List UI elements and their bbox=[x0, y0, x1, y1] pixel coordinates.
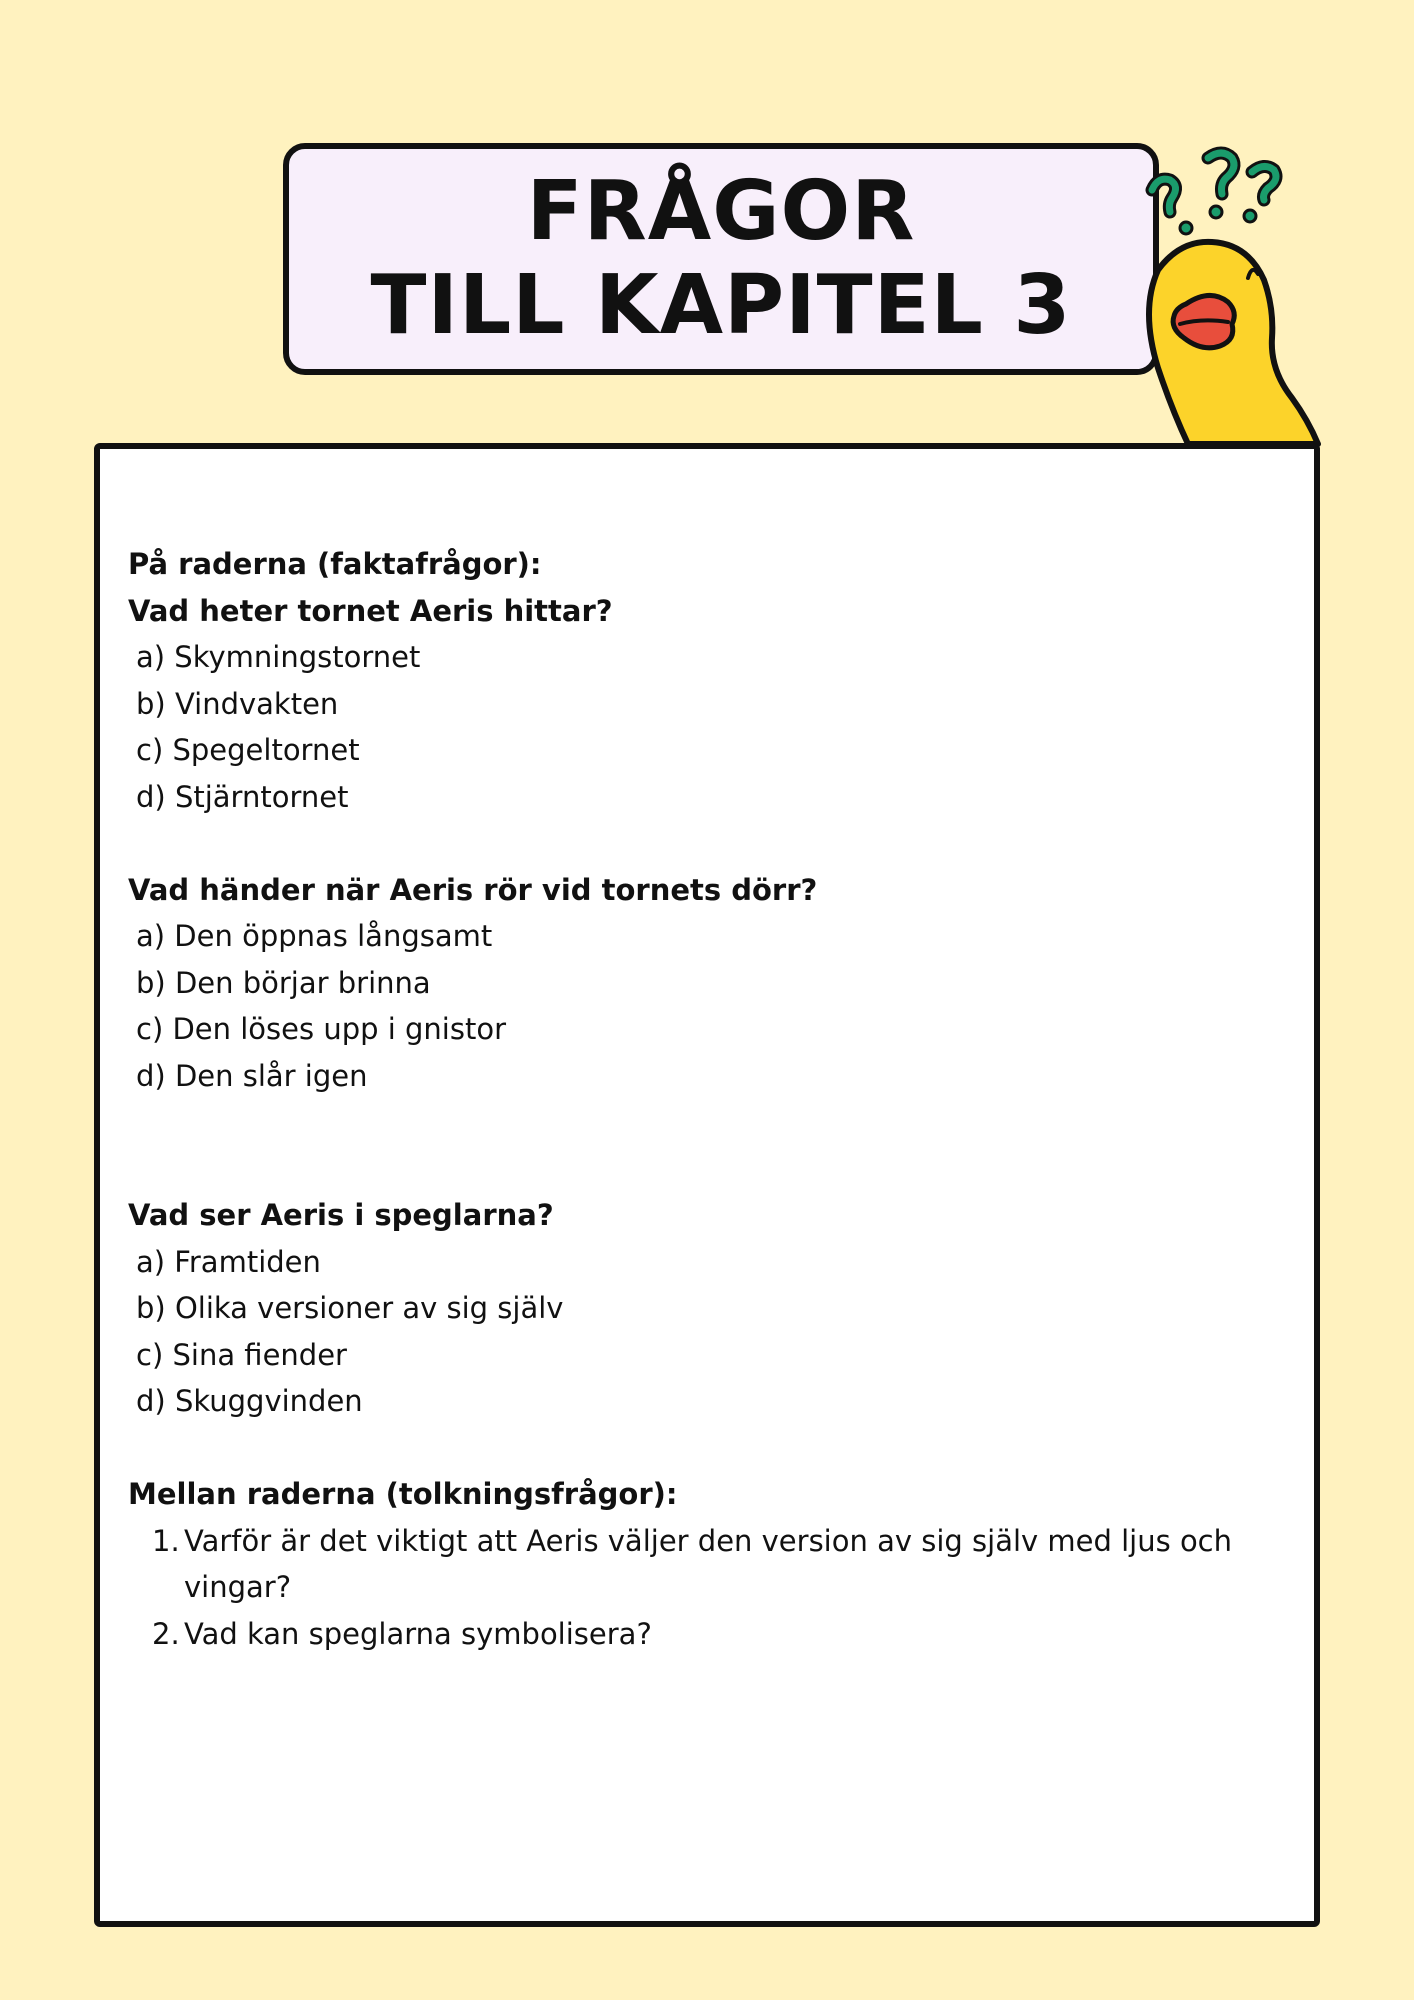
list-number: 1. bbox=[152, 1523, 180, 1558]
option-2d: d) Den slår igen bbox=[136, 1058, 368, 1093]
option-1a: a) Skymningstornet bbox=[136, 640, 421, 674]
option-3c: c) Sina fiender bbox=[136, 1337, 347, 1372]
title-line-2: TILL KAPITEL 3 bbox=[370, 258, 1072, 353]
duck-body bbox=[1149, 242, 1318, 444]
duck-illustration bbox=[1140, 140, 1340, 450]
list-number: 2. bbox=[152, 1616, 180, 1651]
title-box bbox=[283, 143, 1159, 375]
facts-heading: På raderna (faktafrågor): bbox=[128, 547, 542, 581]
question-3: Vad ser Aeris i speglarna? bbox=[128, 1198, 554, 1232]
option-3a: a) Framtiden bbox=[136, 1244, 321, 1279]
question-2: Vad händer när Aeris rör vid tornets dörr? bbox=[128, 872, 818, 907]
list-item bbox=[128, 1611, 1274, 1658]
question-1: Vad heter tornet Aeris hittar? bbox=[128, 593, 613, 628]
interpretation-list bbox=[128, 1518, 1274, 1658]
questions-card bbox=[94, 443, 1320, 1927]
option-2c: c) Den löses upp i gnistor bbox=[136, 1012, 507, 1046]
option-2b: b) Den börjar brinna bbox=[136, 965, 431, 1000]
option-1b: b) Vindvakten bbox=[136, 686, 339, 721]
questions-content bbox=[128, 541, 1274, 1657]
option-2a: a) Den öppnas långsamt bbox=[136, 919, 493, 953]
option-1d: d) Stjärntornet bbox=[136, 779, 349, 814]
option-3b: b) Olika versioner av sig själv bbox=[136, 1291, 564, 1325]
interpretation-question-2: Vad kan speglarna symbolisera? bbox=[184, 1616, 652, 1651]
option-3d: d) Skuggvinden bbox=[136, 1384, 363, 1418]
interpretation-question-1: Varför är det viktigt att Aeris väljer den version av sig själv med ljus och vingar? bbox=[184, 1523, 1233, 1604]
list-item bbox=[128, 1518, 1274, 1611]
option-1c: c) Spegeltornet bbox=[136, 733, 360, 767]
title-line-1: FRÅGOR bbox=[526, 164, 916, 259]
question-marks-icon bbox=[1152, 153, 1276, 212]
interpretation-heading: Mellan raderna (tolkningsfrågor): bbox=[128, 1477, 678, 1511]
